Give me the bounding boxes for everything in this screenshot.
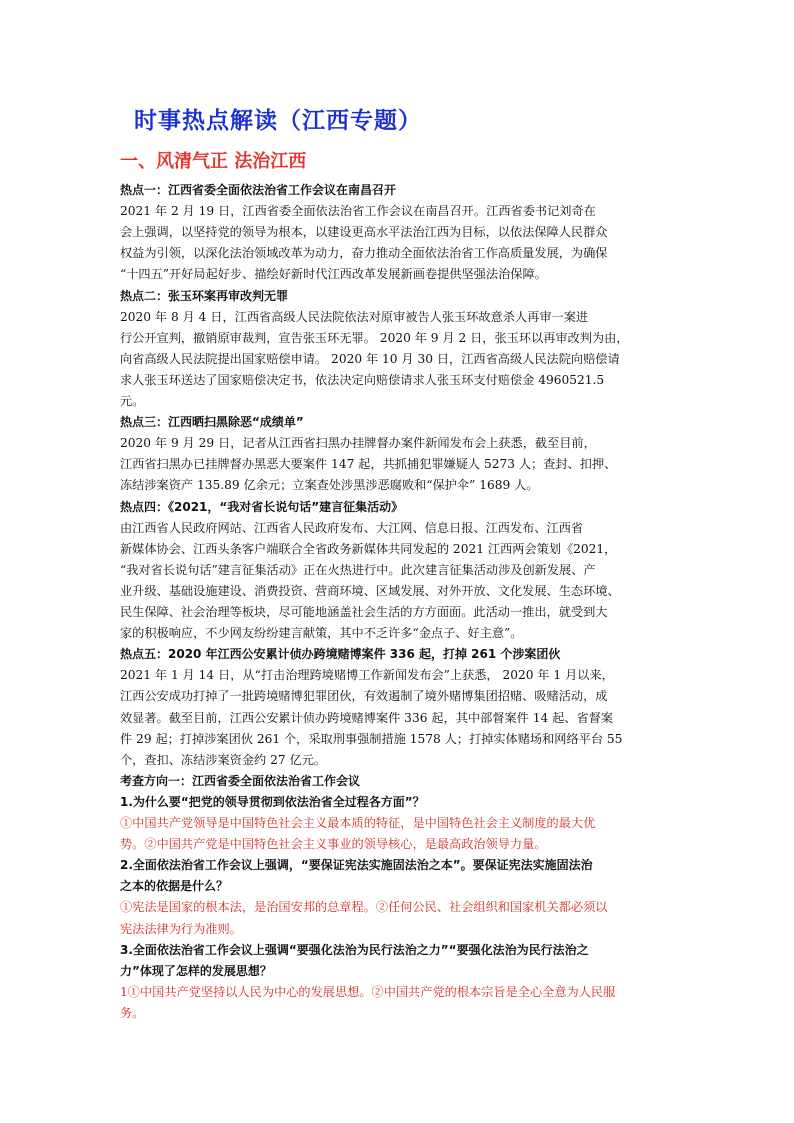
text-line: 冻结涉案资产 135.89 亿余元；立案查处涉黑涉恶腐败和“保护伞” 1689 人。 (120, 478, 539, 493)
answer-line: ①宪法是国家的根本法，是治国安邦的总章程。②任何公民、社会组织和国家机关都必须以 (120, 900, 608, 915)
text-line: 江西公安成功打掉了一批跨境赌博犯罪团伙，有效遏制了境外赌博集团招赌、吸赌活动，成 (120, 689, 608, 704)
text-line: 2021 年 1 月 14 日，从“打击治理跨境赌博工作新闻发布会”上获悉， 2020 年 1 月以来， (120, 668, 614, 683)
text-line: 江西省扫黑办已挂牌督办黑恶大要案件 147 起，共抓捕犯罪嫌疑人 5273 人；查封、扣押、 (120, 457, 617, 472)
heading-line: 1.为什么要“把党的领导贯彻到依法治省全过程各方面”？ (120, 794, 425, 809)
heading-line: 热点四：《2021，“我对省长说句话”建言征集活动》 (120, 499, 404, 514)
text-line: 个，查扣、冻结涉案资金约 27 亿元。 (120, 752, 327, 767)
answer-line: 务。 (120, 1005, 145, 1020)
text-line: “十四五”开好局起好步、描绘好新时代江西改革发展新画卷提供坚强法治保障。 (120, 267, 547, 282)
text-line: 2021 年 2 月 19 日，江西省委全面依法治省工作会议在南昌召开。江西省委书记刘奇在 (120, 204, 596, 219)
text-line: 新媒体协会、江西头条客户端联合全省政务新媒体共同发起的 2021 江西两会策划《2021， (120, 541, 617, 556)
heading-line: 2.全面依法治省工作会议上强调，“要保证宪法实施固法治之本”。要保证宪法实施固法治 (120, 858, 593, 873)
text-line: 件 29 起；打掉涉案团伙 261 个，采取刑事强制措施 1578 人；打掉实体赌场和网络平台 55 (120, 731, 623, 746)
heading-line: 之本的依据是什么？ (120, 879, 229, 894)
answer-line: 势。②中国共产党是中国特色社会主义事业的领导核心，是最高政治领导力量。 (120, 837, 547, 852)
text-line: 效显著。截至目前，江西公安累计侦办跨境赌博案件 336 起，其中部督案件 14 起、省督案 (120, 710, 614, 725)
heading-line: 考查方向一：江西省委全面依法治省工作会议 (120, 773, 361, 788)
section-heading: 一、风清气正 法治江西 (120, 151, 307, 172)
text-line: 向省高级人民法院提出国家赔偿申请。 2020 年 10 月 30 日，江西省高级人民法院向赔偿请 (120, 351, 620, 366)
text-line: 权益为引领，以深化法治领域改革为动力，奋力推动全面依法治省工作高质量发展，为确保 (120, 246, 608, 261)
text-line: 元。 (120, 394, 145, 408)
heading-line: 热点二：张玉环案再审改判无罪 (120, 288, 289, 303)
text-line: “我对省长说句话”建言征集活动》正在火热进行中。此次建言征集活动涉及创新发展、产 (120, 562, 596, 577)
text-line: 求人张玉环送达了国家赔偿决定书，依法决定向赔偿请求人张玉环支付赔偿金 4960521.5 (120, 372, 605, 387)
text-line: 业升级、基础设施建设、消费投资、营商环境、区域发展、对外开放、文化发展、生态环境、 (120, 583, 620, 598)
text-line: 2020 年 9 月 29 日，记者从江西省扫黑办挂牌督办案件新闻发布会上获悉，截至目前， (120, 436, 596, 451)
answer-line: 1①中国共产党坚持以人民为中心的发展思想。②中国共产党的根本宗旨是全心全意为人民服 (120, 984, 616, 999)
heading-line: 热点三：江西晒扫黑除恶“成绩单” (120, 415, 304, 430)
text-line: 家的积极响应，不少网友纷纷建言献策，其中不乏许多“金点子、好主意”。 (120, 626, 523, 641)
page-title: 时事热点解读（江西专题） (134, 108, 422, 134)
answer-line: 宪法法律为行为准则。 (120, 921, 242, 936)
text-line: 民生保障、社会治理等板块，尽可能地涵盖社会生活的方方面面。此活动一推出，就受到大 (120, 605, 608, 619)
heading-line: 3.全面依法治省工作会议上强调“要强化法治为民行法治之力”“要强化法治为民行法治之 (120, 942, 589, 957)
text-line: 会上强调，以坚持党的领导为根本，以建设更高水平法治江西为目标，以依法保障人民群众 (120, 225, 608, 240)
heading-line: 力”体现了怎样的发展思想？ (120, 963, 272, 978)
text-line: 由江西省人民政府网站、江西省人民政府发布、大江网、信息日报、江西发布、江西省 (120, 520, 584, 535)
text-line: 行公开宣判，撤销原审裁判，宣告张玉环无罪。 2020 年 9 月 2 日，张玉环以再审改判为由， (120, 330, 629, 345)
answer-line: ①中国共产党领导是中国特色社会主义最本质的特征，是中国特色社会主义制度的最大优 (120, 816, 596, 830)
text-line: 2020 年 8 月 4 日，江西省高级人民法院依法对原审被告人张玉环故意杀人再审一案进 (120, 309, 589, 324)
heading-line: 热点一：江西省委全面依法治省工作会议在南昌召开 (120, 183, 397, 197)
heading-line: 热点五：2020 年江西公安累计侦办跨境赌博案件 336 起，打掉 261 个涉案团伙 (120, 647, 561, 662)
